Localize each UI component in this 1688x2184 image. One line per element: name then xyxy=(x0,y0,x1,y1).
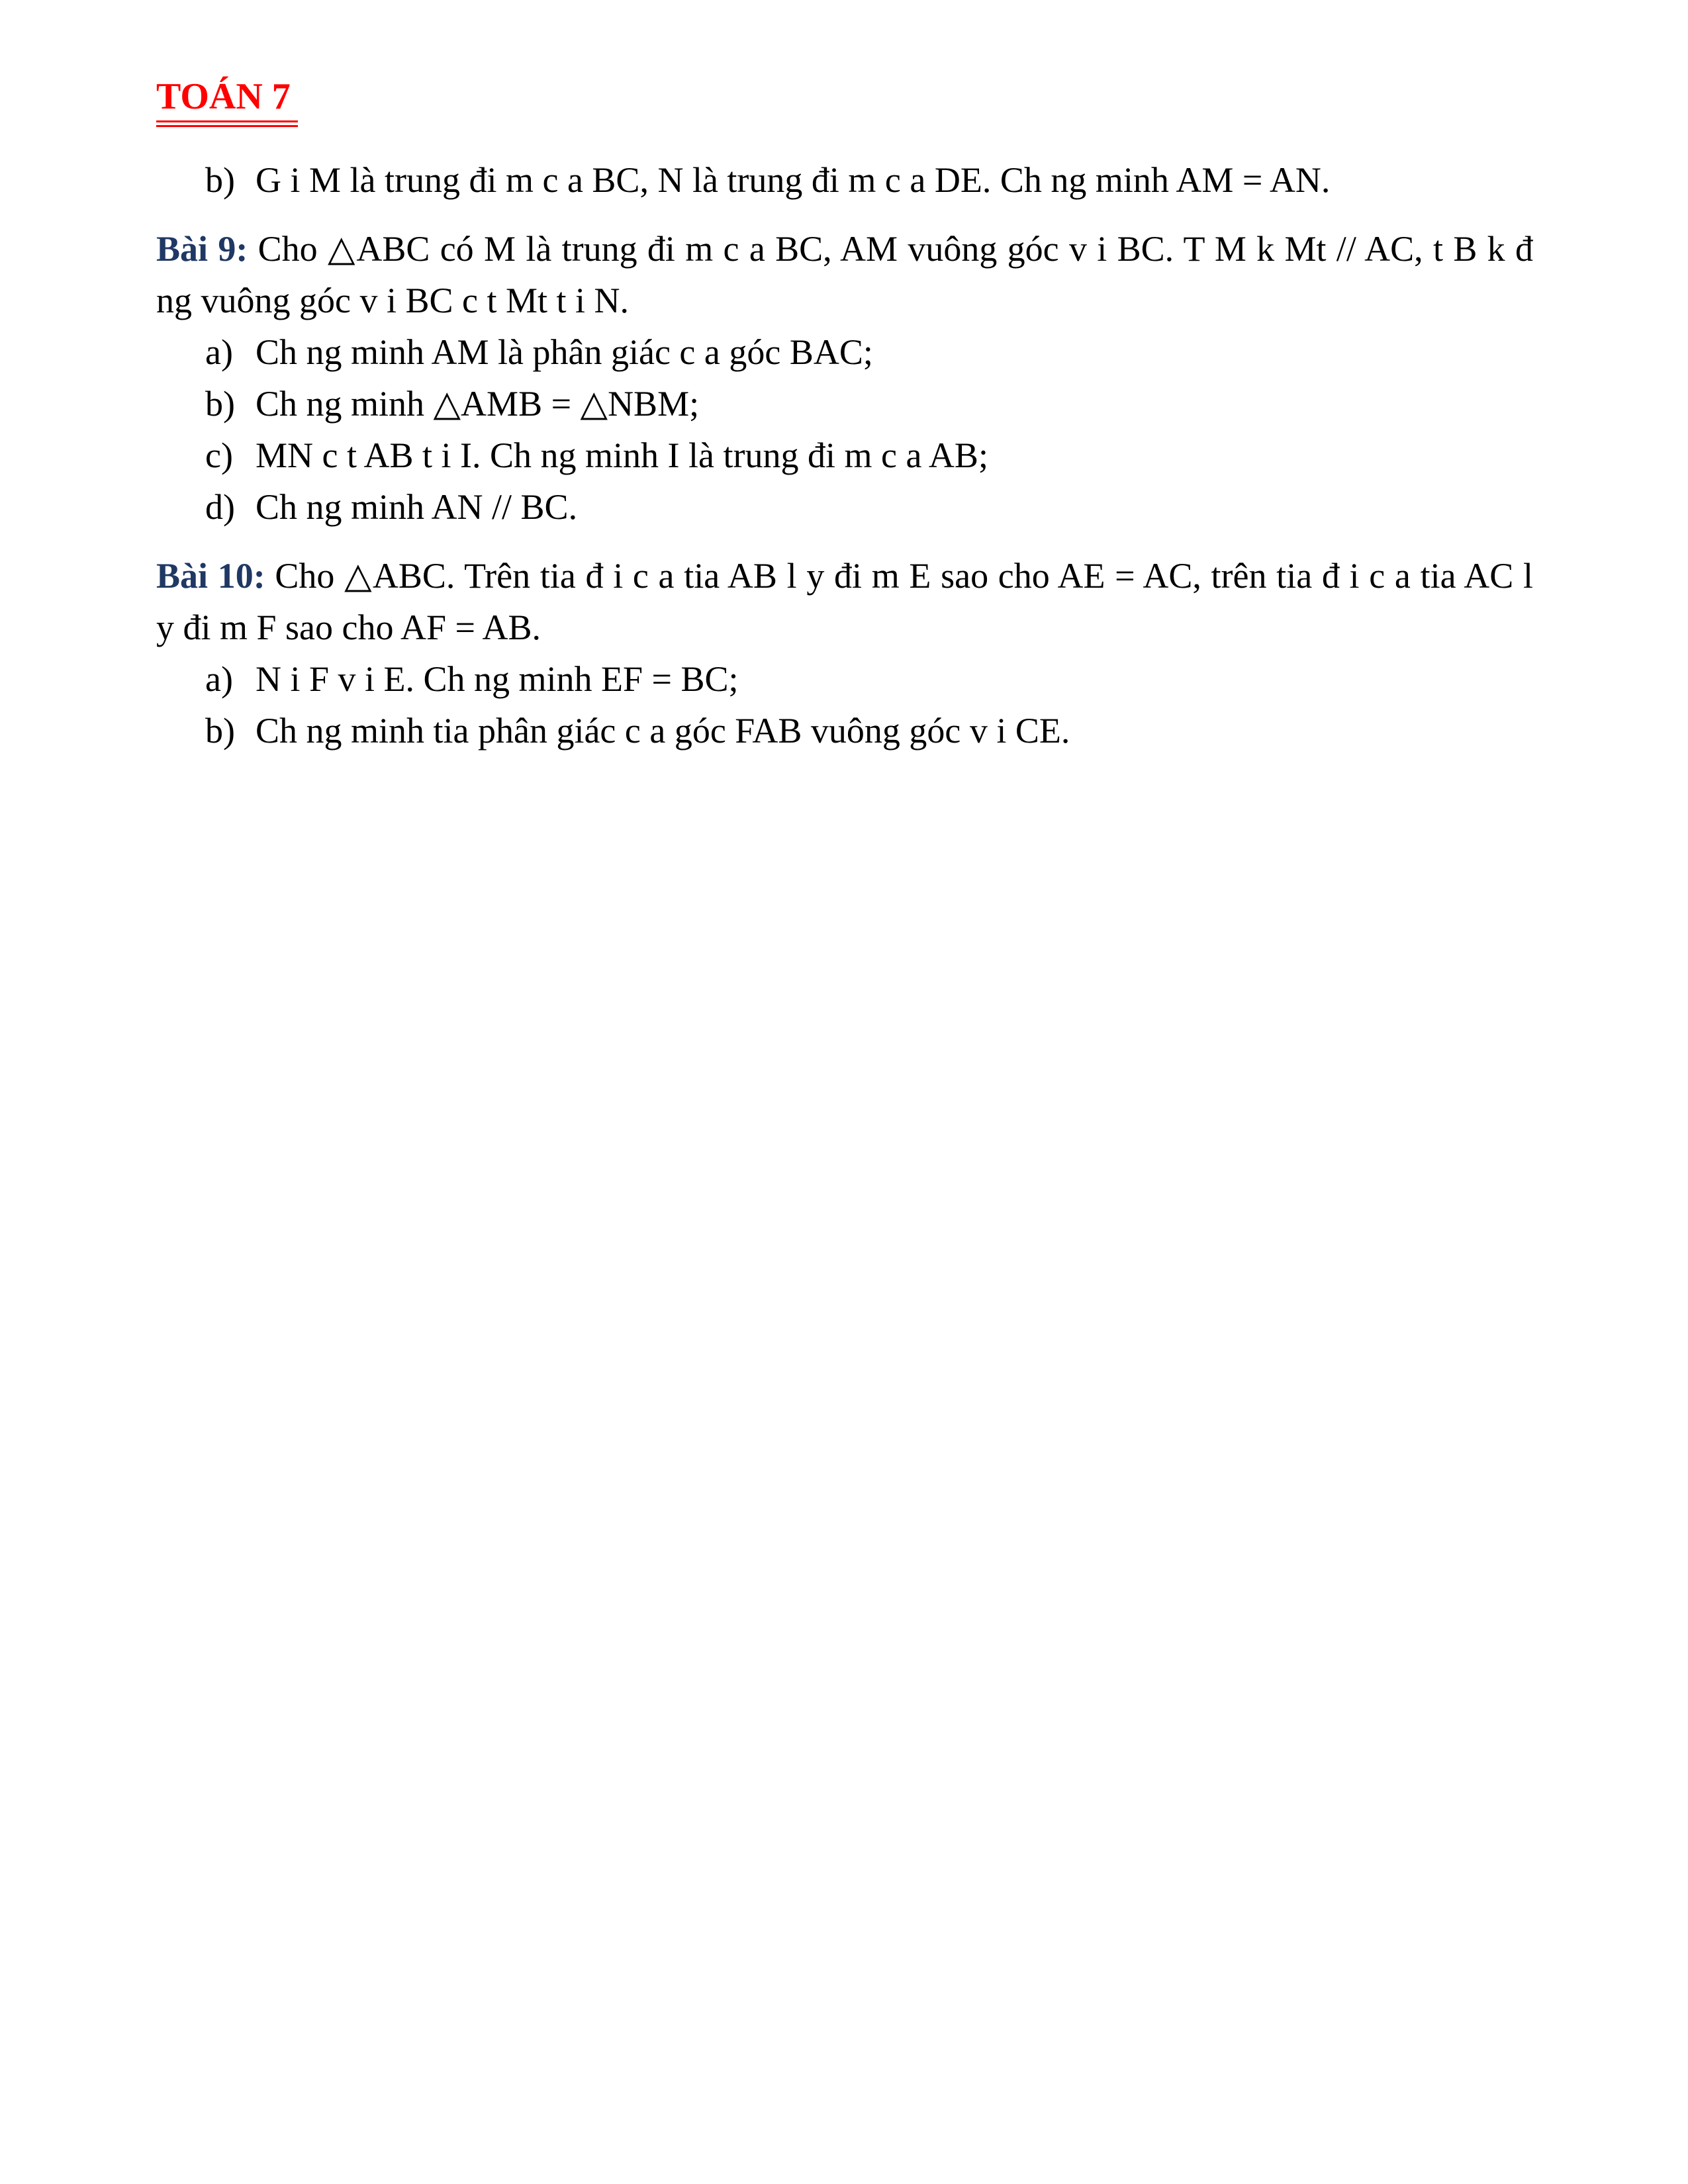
item-text: Ch ng minh AM là phân giác c a góc BAC; xyxy=(256,332,873,372)
problem-label: Bài 9: xyxy=(156,229,248,269)
item-marker: a) xyxy=(205,659,233,699)
item-text: Ch ng minh tia phân giác c a góc FAB vuông góc v i CE. xyxy=(256,711,1070,751)
problem-label: Bài 10: xyxy=(156,556,265,596)
problem-part xyxy=(156,481,1533,533)
item-text: G i M là trung đi m c a BC, N là trung đi m c a DE. Ch ng minh AM = AN. xyxy=(256,160,1331,200)
problem-10 xyxy=(156,550,1533,756)
header-underline-top xyxy=(156,120,298,122)
item-marker: d) xyxy=(205,487,235,527)
problem-statement xyxy=(156,223,1533,326)
problem-9 xyxy=(156,223,1533,533)
problem-part xyxy=(156,653,1533,705)
continuation-item xyxy=(156,154,1533,206)
document-body xyxy=(156,154,1533,756)
item-marker: a) xyxy=(205,332,233,372)
item-marker: b) xyxy=(205,160,235,200)
problem-part xyxy=(156,326,1533,378)
problem-part xyxy=(156,430,1533,481)
item-text: MN c t AB t i I. Ch ng minh I là trung đi m c a AB; xyxy=(256,435,988,475)
item-text: Ch ng minh △AMB = △NBM; xyxy=(256,384,700,424)
item-text: Ch ng minh AN // BC. xyxy=(256,487,578,527)
problem-statement xyxy=(156,550,1533,653)
item-marker: b) xyxy=(205,384,235,424)
item-marker: b) xyxy=(205,711,235,751)
page-header: TOÁN 7 xyxy=(156,76,291,117)
problem-text: Cho △ABC có M là trung đi m c a BC, AM vuông góc v i BC. T M k Mt // AC, t B k đ ng vuông góc v i BC c t Mt t i N. xyxy=(156,229,1533,320)
problem-text: Cho △ABC. Trên tia đ i c a tia AB l y đi m E sao cho AE = AC, trên tia đ i c a tia AC l y đi m F sao cho AF = AB. xyxy=(156,556,1533,647)
problem-part xyxy=(156,705,1533,756)
header-underline-bottom xyxy=(156,125,298,127)
item-marker: c) xyxy=(205,435,233,475)
item-text: N i F v i E. Ch ng minh EF = BC; xyxy=(256,659,739,699)
problem-part xyxy=(156,378,1533,430)
